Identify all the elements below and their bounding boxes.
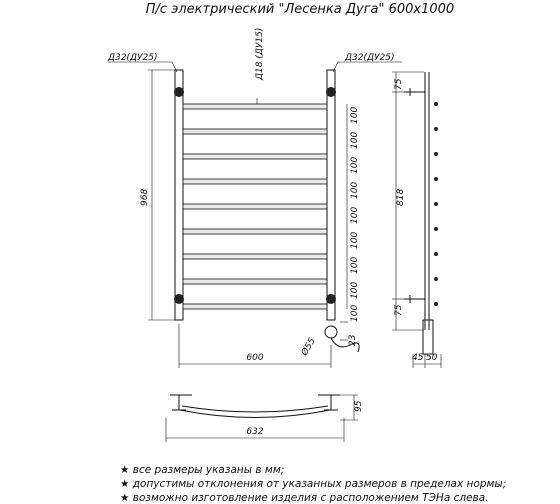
step-dimension: 100 bbox=[350, 304, 360, 322]
heater-diameter: Ø55 bbox=[299, 336, 318, 358]
heater-element bbox=[325, 326, 337, 338]
bottom-width-dimension: 632 bbox=[246, 427, 264, 437]
step-dimension: 100 bbox=[350, 206, 360, 224]
side-view bbox=[392, 72, 441, 368]
step-dimension: 100 bbox=[350, 231, 360, 249]
step-dimension: 100 bbox=[350, 106, 360, 124]
right-mount bbox=[318, 395, 340, 410]
note-item: ★ допустимы отклонения от указанных размеров в пределах нормы; bbox=[120, 478, 507, 490]
height-dimension: 968 bbox=[140, 188, 150, 206]
step-dimensions bbox=[350, 107, 360, 322]
bar-end bbox=[434, 227, 438, 231]
bottom-offset-dimension: 23 bbox=[348, 334, 358, 346]
bottom-depth-dimension: 95 bbox=[354, 400, 364, 412]
cross-bar bbox=[183, 304, 327, 309]
depth-b-dimension: 50 bbox=[426, 353, 438, 363]
cross-bar bbox=[183, 279, 327, 284]
bottom-view bbox=[166, 395, 364, 442]
drawing-title: П/с электрический "Лесенка Дуга" 600х1000 bbox=[145, 2, 455, 17]
step-dimension: 100 bbox=[350, 156, 360, 174]
pipe-left-label: Д32(ДУ25) bbox=[108, 53, 158, 63]
bottom-offset-dimension: 75 bbox=[394, 304, 404, 316]
step-dimension: 100 bbox=[350, 181, 360, 199]
top-left-flange bbox=[174, 87, 184, 97]
step-dimension: 100 bbox=[350, 256, 360, 274]
step-dimension: 100 bbox=[350, 131, 360, 149]
cross-bar bbox=[183, 154, 327, 159]
left-mount bbox=[170, 395, 192, 410]
bar-end bbox=[434, 202, 438, 206]
top-offset-dimension: 75 bbox=[394, 78, 404, 90]
center-distance-dimension: 818 bbox=[396, 188, 406, 206]
note-item: ★ возможно изготовление изделия с расположением ТЭНа слева. bbox=[120, 492, 489, 504]
bar-end bbox=[434, 277, 438, 281]
cross-bar bbox=[183, 229, 327, 234]
bottom-bracket bbox=[404, 295, 425, 303]
pipe-right-label: Д32(ДУ25) bbox=[345, 53, 395, 63]
bar-end bbox=[434, 177, 438, 181]
bar-end bbox=[434, 127, 438, 131]
left-collector bbox=[175, 70, 183, 320]
cross-bar bbox=[183, 129, 327, 134]
rail-arc-outer bbox=[180, 410, 330, 418]
right-collector bbox=[327, 70, 335, 320]
front-view bbox=[107, 28, 402, 368]
bar-end bbox=[434, 302, 438, 306]
bar-end bbox=[434, 252, 438, 256]
cross-bar bbox=[183, 104, 327, 109]
step-dimension: 100 bbox=[350, 281, 360, 299]
bar-end bbox=[434, 102, 438, 106]
depth-a-dimension: 45 bbox=[412, 353, 424, 363]
cross-bar bbox=[183, 179, 327, 184]
cross-bars bbox=[183, 104, 327, 309]
bottom-left-flange bbox=[174, 294, 184, 304]
width-dimension: 600 bbox=[246, 353, 264, 363]
top-right-flange bbox=[326, 87, 336, 97]
connection-label: Д18 (ДУ15) bbox=[255, 27, 265, 80]
rail-arc-inner bbox=[182, 406, 328, 412]
note-item: ★ все размеры указаны в мм; bbox=[120, 464, 285, 476]
cross-bar bbox=[183, 204, 327, 209]
bar-end bbox=[434, 152, 438, 156]
cross-bar bbox=[183, 254, 327, 259]
top-bracket bbox=[404, 88, 425, 96]
notes bbox=[120, 464, 506, 504]
bottom-right-flange bbox=[326, 294, 336, 304]
